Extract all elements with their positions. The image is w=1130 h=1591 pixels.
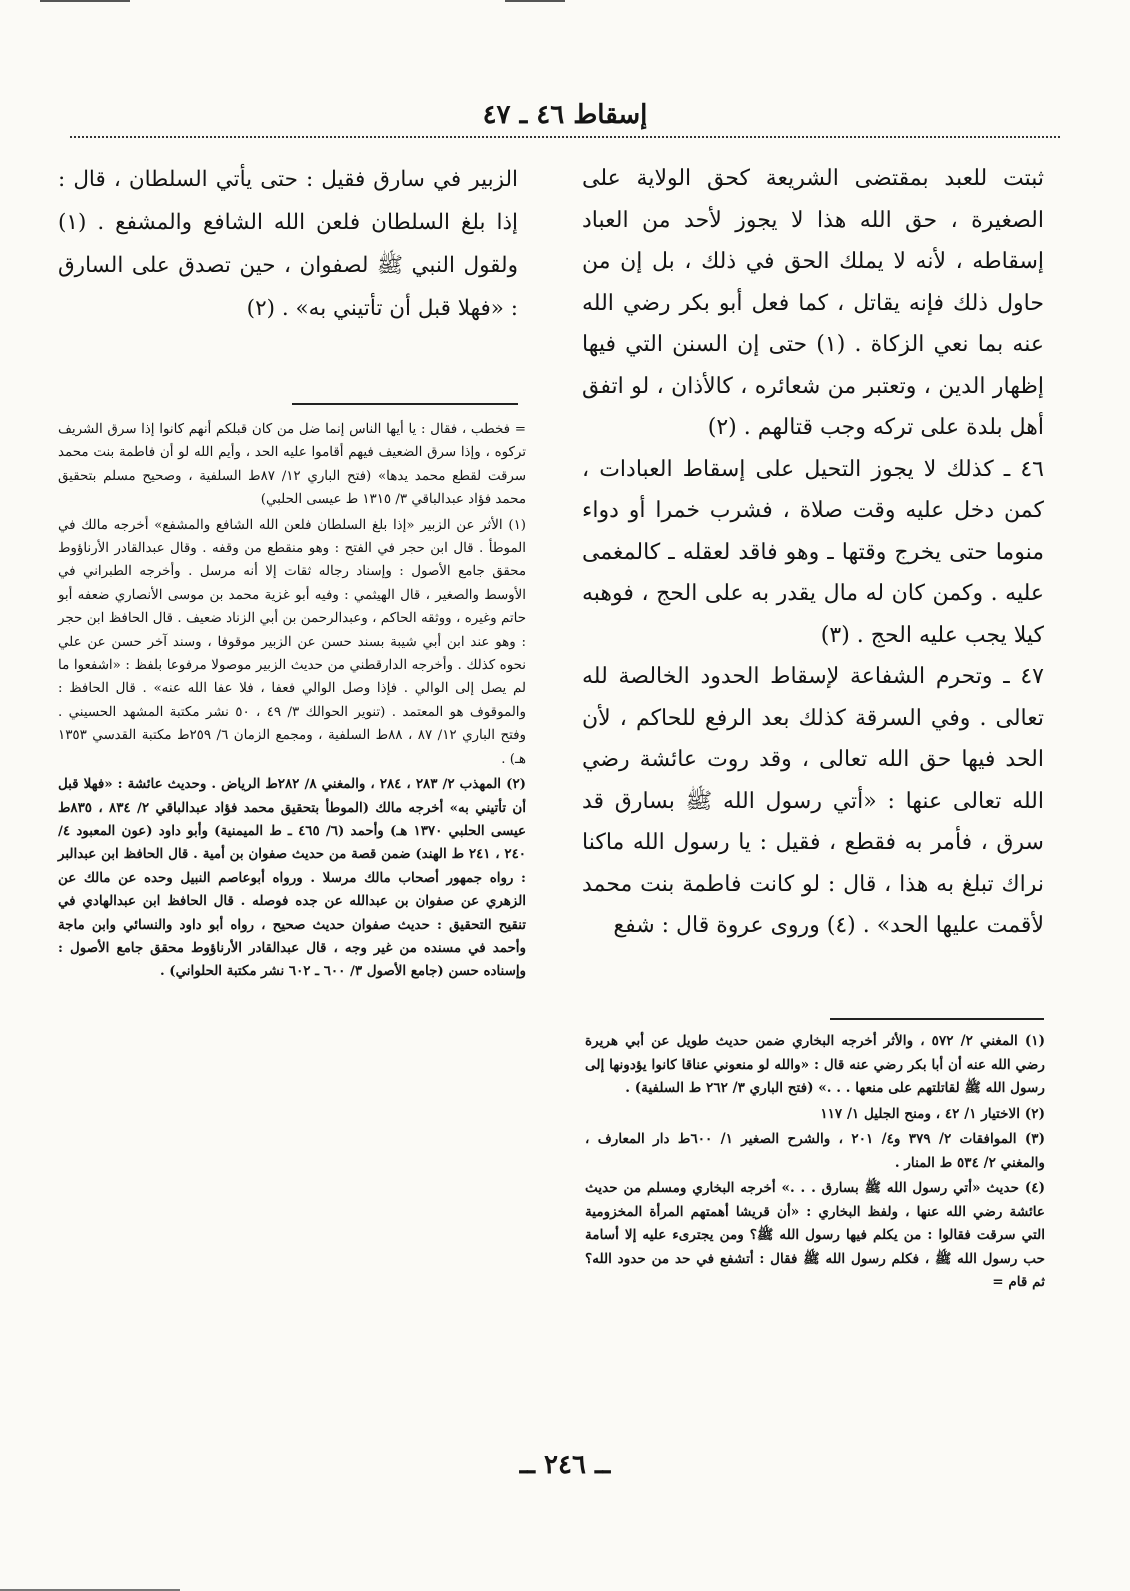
left-column-body — [58, 158, 518, 330]
body-paragraph: الزبير في سارق فقيل : حتى يأتي السلطان ، قال : إذا بلغ السلطان فلعن الله الشافع والمشفع . (١) ولقول النبي ﷺ لصفوان ، حين تصدق على السارق : «فهلا قبل أن تأتيني به» . (٢) — [58, 167, 518, 321]
body-paragraph: ٤٦ ـ كذلك لا يجوز التحيل على إسقاط العبادات ، كمن دخل عليه وقت صلاة ، فشرب خمرا أو دواء منوما حتى يخرج وقتها ـ وهو فاقد لعقله ـ كالمغمى عليه . وكمن كان له مال يقدر به على الحج ، فوهبه كيلا يجب عليه الحج . (٣) — [582, 456, 1044, 648]
left-column-footnotes — [58, 418, 526, 986]
running-header: إسقاط ٤٦ ـ ٤٧ — [482, 100, 648, 130]
footnote: (١) الأثر عن الزبير «إذا بلغ السلطان فلعن الله الشافع والمشفع» أخرجه مالك في الموطأ . قال ابن حجر في الفتح : وهو منقطع من وقفه . وقال عبدالقادر الأرناؤوط محقق جامع الأصول : وإسناد رجاله ثقات إلا أنه مرسل . وأخرجه الطبراني في الأوسط والصغير ، قال الهيثمي : وفيه أبو غزية محمد بن موسى الأنصاري ضعفه أبو حاتم وغيره ، ووثقه الحاكم ، وعبدالرحمن بن أبي الزناد ضعيف . قال الحافظ ابن حجر : وهو عند ابن أبي شيبة بسند حسن عن الزبير موقوفا ، وسند آخر حسن عن علي نحوه كذلك . وأخرجه الدارقطني من حديث الزبير موصولا مرفوعا بلفظ : «اشفعوا ما لم يصل إلى الوالي . فإذا وصل الوالي فعفا ، فلا عفا الله عنه» . قال الحافظ : والموقوف هو المعتمد . (تنوير الحوالك ٣/ ٤٩ ، ٥٠ نشر مكتبة المشهد الحسيني . وفتح الباري ١٢/ ٨٧ ، ٨٨ط السلفية ، ومجمع الزمان ٦/ ٢٥٩ط مكتبة القدسي ١٣٥٣ هـ) . — [58, 517, 526, 767]
footnote: = فخطب ، فقال : يا أيها الناس إنما ضل من كان قبلكم أنهم كانوا إذا سرق الشريف تركوه ، وإذا سرق الضعيف فيهم أقاموا عليه الحد ، وأيم الله لو أن فاطمة بنت محمد سرقت لقطع محمد يدها» (فتح الباري ١٢/ ٨٧ط السلفية ، وصحيح مسلم بتحقيق محمد فؤاد عبدالباقي ٣/ ١٣١٥ ط عيسى الحلبي) — [58, 422, 526, 508]
footnote-separator — [830, 1018, 1044, 1020]
right-column-body — [582, 158, 1044, 947]
scan-edge-mark — [40, 0, 130, 2]
right-column-footnotes — [585, 1030, 1045, 1297]
page-number: ــ ٢٤٦ ــ — [519, 1450, 611, 1480]
footnote: (٢) الاختيار ١/ ٤٢ ، ومنح الجليل ١/ ١١٧ — [820, 1105, 1045, 1122]
header-dotted-rule — [70, 136, 1060, 138]
footnote: (٣) الموافقات ٢/ ٣٧٩ و٤/ ٢٠١ ، والشرح الصغير ١/ ٦٠٠ط دار المعارف ، والمغني ٢/ ٥٣٤ ط المنار . — [585, 1131, 1046, 1171]
body-paragraph: ٤٧ ـ وتحرم الشفاعة لإسقاط الحدود الخالصة لله تعالى . وفي السرقة كذلك بعد الرفع للحاكم ، لأن الحد فيها حق الله تعالى ، وقد روت عائشة رضي الله تعالى عنها : «أتي رسول الله ﷺ بسارق قد سرق ، فأمر به فقطع ، فقيل : يا رسول الله ماكنا نراك تبلغ به هذا ، قال : لو كانت فاطمة بنت محمد لأقمت عليها الحد» . (٤) وروى عروة قال : شفع — [582, 664, 1044, 938]
footnote-separator — [292, 403, 518, 405]
footnote: (٤) حديث «أتي رسول الله ﷺ بسارق . . .» أخرجه البخاري ومسلم من حديث عائشة رضي الله عنها ، ولفظ البخاري : «أن قريشا أهمتهم المرأة المخزومية التي سرقت فقالوا : من يكلم فيها رسول الله ﷺ؟ ومن يجترىء عليه إلا أسامة حب رسول الله ﷺ ، فكلم رسول الله ﷺ فقال : أتشفع في حد من حدود الله؟ ثم قام = — [585, 1180, 1045, 1290]
scan-edge-mark — [505, 0, 565, 2]
footnote: (٢) المهذب ٢/ ٢٨٣ ، ٢٨٤ ، والمغني ٨/ ٢٨٢ط الرياض . وحديث عائشة : «فهلا قبل أن تأتيني به» أخرجه مالك (الموطأ بتحقيق محمد فؤاد عبدالباقي ٢/ ٨٣٤ ، ٨٣٥ط عيسى الحلبي ١٣٧٠ هـ) وأحمد (٦/ ٤٦٥ ـ ط الميمنية) وأبو داود (عون المعبود ٤/ ٢٤٠ ، ٢٤١ ط الهند) ضمن قصة من حديث صفوان بن أمية . قال الحافظ ابن عبدالبر : رواه جمهور أصحاب مالك مرسلا . ورواه أبوعاصم النبيل وحده عن مالك عن الزهري عن صفوان بن عبدالله عن جده فوصله . قال الحافظ ابن عبدالهادي في تنقيح التحقيق : حديث صفوان حديث صحيح ، رواه أبو داود والنسائي وابن ماجة وأحمد في مسنده من غير وجه ، قال عبدالقادر الأرناؤوط محقق جامع الأصول : وإسناده حسن (جامع الأصول ٣/ ٦٠٠ ـ ٦٠٢ نشر مكتبة الحلواني) . — [58, 776, 526, 980]
footnote: (١) المغني ٢/ ٥٧٢ ، والأثر أخرجه البخاري ضمن حديث طويل عن أبي هريرة رضي الله عنه أن أبا بكر رضي عنه قال : «والله لو منعوني عناقا كانوا يؤدونها إلى رسول الله ﷺ لقاتلتهم على منعها . . .» (فتح الباري ٣/ ٢٦٢ ط السلفية) . — [585, 1033, 1045, 1096]
body-paragraph: ثبتت للعبد بمقتضى الشريعة كحق الولاية على الصغيرة ، حق الله هذا لا يجوز لأحد من العباد إسقاطه ، لأنه لا يملك الحق في ذلك ، بل إن من حاول ذلك فإنه يقاتل ، كما فعل أبو بكر رضي الله عنه بما نعي الزكاة . (١) حتى إن السنن التي فيها إظهار الدين ، وتعتبر من شعائره ، كالأذان ، لو اتفق أهل بلدة على تركه وجب قتالهم . (٢) — [582, 166, 1044, 440]
